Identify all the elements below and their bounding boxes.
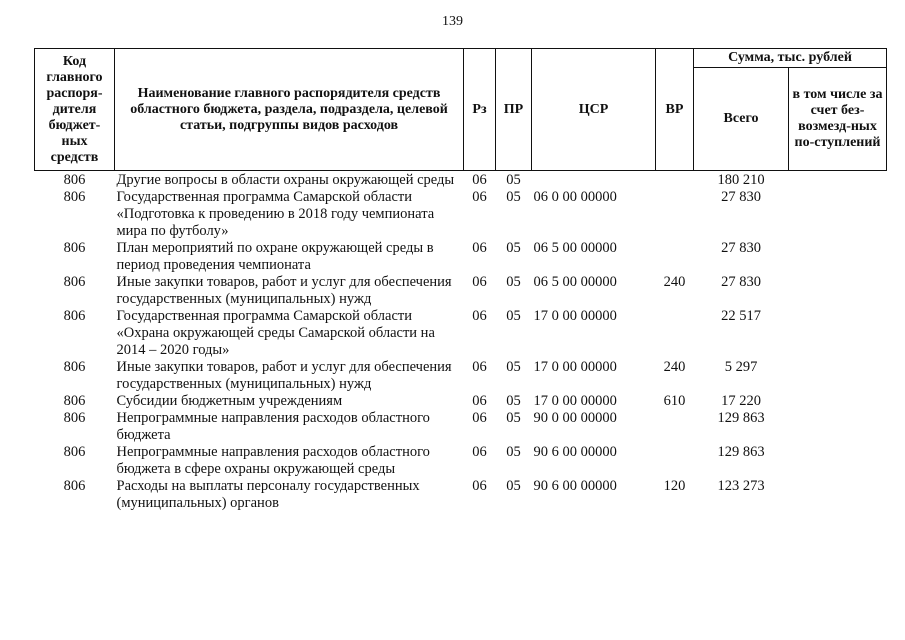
header-csr: ЦСР	[532, 49, 656, 171]
row-csr: 17 0 00 00000	[533, 308, 617, 324]
table-row	[35, 359, 887, 393]
header-code: Код главного распоря-дителя бюджет-ных средств	[35, 49, 115, 171]
header-name: Наименование главного распорядителя средств областного бюджета, раздела, подраздела, целевой статьи, подгруппы видов расходов	[115, 49, 464, 171]
row-code: 806	[63, 444, 86, 460]
table-row	[35, 189, 887, 240]
row-rz: 06	[472, 274, 487, 290]
row-csr: 90 0 00 00000	[533, 410, 617, 426]
row-free	[789, 171, 887, 190]
row-rz: 06	[472, 393, 487, 409]
header-total: Всего	[694, 68, 789, 171]
row-vr	[656, 410, 694, 444]
row-rz: 06	[472, 410, 487, 426]
row-free	[789, 444, 887, 478]
row-total: 129 863	[717, 410, 765, 426]
row-pr: 05	[506, 393, 521, 409]
row-csr: 17 0 00 00000	[533, 393, 617, 409]
row-total: 180 210	[717, 172, 765, 188]
row-total: 17 220	[721, 393, 761, 409]
row-code: 806	[63, 172, 86, 188]
row-total: 22 517	[721, 308, 761, 324]
row-free	[789, 478, 887, 512]
row-free	[789, 240, 887, 274]
row-csr: 06 0 00 00000	[533, 189, 617, 205]
row-code: 806	[63, 240, 86, 256]
row-total: 27 830	[721, 274, 761, 290]
table-row	[35, 171, 887, 190]
table-row	[35, 410, 887, 444]
row-vr	[656, 308, 694, 359]
row-rz: 06	[472, 172, 487, 188]
row-rz: 06	[472, 240, 487, 256]
row-free	[789, 393, 887, 410]
row-pr: 05	[506, 444, 521, 460]
table-row	[35, 274, 887, 308]
row-name: Непрограммные направления расходов областного бюджета	[116, 410, 430, 443]
row-code: 806	[63, 393, 86, 409]
row-code: 806	[63, 410, 86, 426]
row-code: 806	[63, 274, 86, 290]
row-name: Иные закупки товаров, работ и услуг для обеспечения государственных (муниципальных) нужд	[116, 274, 452, 307]
row-free	[789, 410, 887, 444]
row-name: План мероприятий по охране окружающей среды в период проведения чемпионата	[116, 240, 434, 273]
row-total: 27 830	[721, 189, 761, 205]
row-vr: 240	[663, 359, 686, 375]
row-rz: 06	[472, 478, 487, 494]
page-number: 139	[442, 14, 463, 29]
row-rz: 06	[472, 359, 487, 375]
row-pr: 05	[506, 410, 521, 426]
row-free	[789, 189, 887, 240]
row-name: Субсидии бюджетным учреждениям	[116, 393, 343, 409]
header-pr: ПР	[496, 49, 532, 171]
row-vr	[656, 444, 694, 478]
row-vr	[656, 240, 694, 274]
row-pr: 05	[506, 274, 521, 290]
row-code: 806	[63, 189, 86, 205]
row-rz: 06	[472, 189, 487, 205]
row-total: 123 273	[717, 478, 765, 494]
budget-table	[34, 48, 887, 512]
row-name: Расходы на выплаты персоналу государственных (муниципальных) органов	[116, 478, 420, 511]
row-total: 5 297	[724, 359, 758, 375]
table-row	[35, 240, 887, 274]
header-rz: Рз	[464, 49, 496, 171]
row-pr: 05	[506, 172, 521, 188]
row-name: Непрограммные направления расходов областного бюджета в сфере охраны окружающей среды	[116, 444, 430, 477]
table-row	[35, 393, 887, 410]
row-csr: 90 6 00 00000	[533, 478, 617, 494]
row-name: Государственная программа Самарской области «Подготовка к проведению в 2018 году чемпионата мира по футболу»	[116, 189, 435, 239]
row-csr	[532, 171, 656, 190]
row-name: Другие вопросы в области охраны окружающей среды	[116, 172, 455, 188]
row-free	[789, 274, 887, 308]
row-free	[789, 308, 887, 359]
row-free	[789, 359, 887, 393]
row-vr: 240	[663, 274, 686, 290]
row-name: Государственная программа Самарской области «Охрана окружающей среды Самарской области на 2014 – 2020 годы»	[116, 308, 435, 358]
row-csr: 17 0 00 00000	[533, 359, 617, 375]
row-vr	[656, 171, 694, 190]
row-vr: 610	[663, 393, 686, 409]
row-pr: 05	[506, 189, 521, 205]
row-pr: 05	[506, 478, 521, 494]
row-total: 129 863	[717, 444, 765, 460]
row-vr	[656, 189, 694, 240]
row-total: 27 830	[721, 240, 761, 256]
header-sum: Сумма, тыс. рублей	[694, 49, 887, 68]
table-row	[35, 478, 887, 512]
table-row	[35, 444, 887, 478]
row-rz: 06	[472, 444, 487, 460]
row-pr: 05	[506, 359, 521, 375]
row-name: Иные закупки товаров, работ и услуг для обеспечения государственных (муниципальных) нужд	[116, 359, 452, 392]
row-csr: 90 6 00 00000	[533, 444, 617, 460]
table-header	[35, 49, 887, 171]
table-body	[35, 171, 887, 513]
header-vr: ВР	[656, 49, 694, 171]
row-pr: 05	[506, 240, 521, 256]
row-csr: 06 5 00 00000	[533, 274, 617, 290]
row-code: 806	[63, 308, 86, 324]
row-code: 806	[63, 478, 86, 494]
header-free: в том числе за счет без-возмезд-ных по-ступлений	[789, 68, 887, 171]
row-vr: 120	[663, 478, 686, 494]
row-csr: 06 5 00 00000	[533, 240, 617, 256]
table-row	[35, 308, 887, 359]
row-pr: 05	[506, 308, 521, 324]
row-rz: 06	[472, 308, 487, 324]
row-code: 806	[63, 359, 86, 375]
